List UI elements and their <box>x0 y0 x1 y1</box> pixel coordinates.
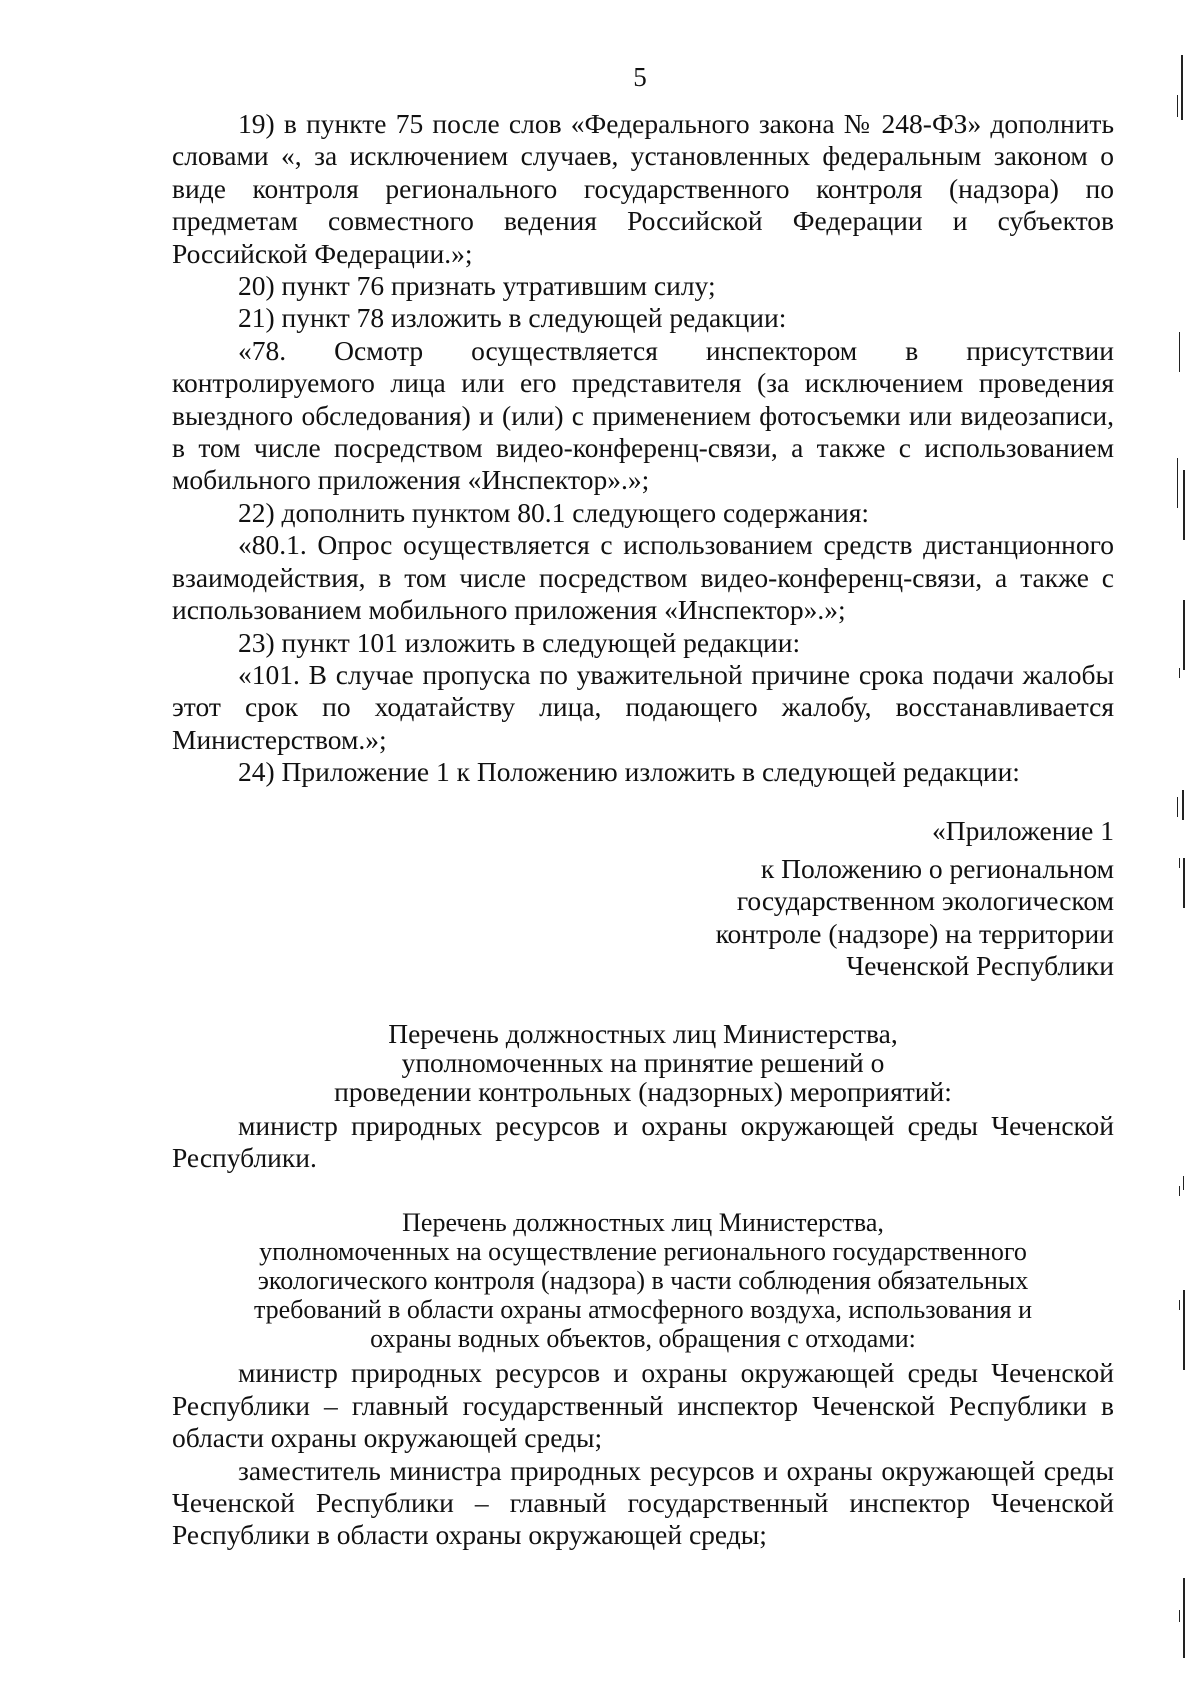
paragraph-23: 23) пункт 101 изложить в следующей редакции: <box>238 626 801 658</box>
paragraph-78: «78. Осмотр осуществляется инспектором в присутствии контролируемого лица или его представителя (за исключением проведения выездного обследования) и (или) с применением фотосъемки или видеозаписи, в том числе посредством видео-конференц-связи, а также с использованием мобильного приложения «Инспектор».»; <box>172 334 1114 496</box>
scan-mark <box>1183 600 1185 670</box>
paragraph-19: 19) в пункте 75 после слов «Федерального закона № 248-ФЗ» дополнить словами «, за исключением случаев, установленных федеральным законом о виде контроля регионального государственного контроля (надзора) по предметам совместного ведения Российской Федерации и субъектов Российской Федерации.»; <box>172 108 1114 269</box>
appendix-header <box>172 815 1114 983</box>
scan-mark <box>1182 790 1184 820</box>
paragraph-101: «101. В случае пропуска по уважительной причине срока подачи жалобы этот срок по ходатайству лица, подающего жалобу, восстанавливается Министерством.»; <box>172 658 1114 755</box>
appendix-line: к Положению о региональном <box>760 852 1114 884</box>
section-2-title-line: экологического контроля (надзора) в части соблюдения обязательных <box>257 1266 1029 1296</box>
section-2-title-line: Перечень должностных лиц Министерства, <box>402 1208 884 1238</box>
scan-mark <box>1179 332 1180 372</box>
scan-mark <box>1179 1300 1180 1310</box>
section-1-paragraph: министр природных ресурсов и охраны окружающей среды Чеченской Республики. <box>172 1109 1114 1173</box>
appendix-line: контроле (надзоре) на территории <box>715 917 1114 949</box>
appendix-label: «Приложение 1 <box>932 814 1114 846</box>
scan-mark <box>1177 458 1178 508</box>
scan-mark <box>1179 1610 1180 1622</box>
section-1-title-line: проведении контрольных (надзорных) мероприятий: <box>334 1075 952 1107</box>
paragraph-20: 20) пункт 76 признать утратившим силу; <box>238 270 716 302</box>
scan-mark <box>1183 1578 1185 1658</box>
scan-mark <box>1177 797 1178 817</box>
section-2-title-line: уполномоченных на осуществление регионального государственного <box>259 1237 1027 1267</box>
scan-mark <box>1183 858 1185 908</box>
paragraph-22: 22) дополнить пунктом 80.1 следующего содержания: <box>238 496 870 528</box>
scan-mark <box>1181 55 1183 120</box>
section-2-paragraph: министр природных ресурсов и охраны окружающей среды Чеченской Республики – главный государственный инспектор Чеченской Республики в области охраны окружающей среды; <box>172 1357 1114 1454</box>
appendix-line: государственном экологическом <box>736 885 1114 917</box>
section-2-paragraph: заместитель министра природных ресурсов и охраны окружающей среды Чеченской Республики – главный государственный инспектор Чеченской Республики в области охраны окружающей среды; <box>172 1454 1114 1551</box>
paragraph-80-1: «80.1. Опрос осуществляется с использованием средств дистанционного взаимодействия, в том числе посредством видео-конференц-связи, а также с использованием мобильного приложения «Инспектор».»; <box>172 529 1114 626</box>
paragraph-21: 21) пункт 78 изложить в следующей редакции: <box>238 302 787 334</box>
paragraph-24: 24) Приложение 1 к Положению изложить в следующей редакции: <box>238 756 1020 788</box>
section-1-title <box>172 1019 1114 1106</box>
document-body <box>172 108 1114 1552</box>
scan-mark <box>1179 858 1180 868</box>
scan-edge-marks <box>1175 0 1200 1687</box>
scan-mark <box>1179 1186 1180 1196</box>
section-2-title-line: требований в области охраны атмосферного воздуха, использования и <box>253 1295 1033 1325</box>
scan-mark <box>1183 470 1185 540</box>
page-number: 5 <box>633 62 647 92</box>
appendix-line: Чеченской Республики <box>846 950 1114 982</box>
scan-mark <box>1179 668 1180 678</box>
scan-mark <box>1177 95 1178 117</box>
scan-mark <box>1183 1290 1185 1370</box>
scan-mark <box>1183 1176 1184 1190</box>
section-2-title <box>172 1208 1114 1353</box>
section-1-title-line: уполномоченных на принятие решений о <box>401 1046 885 1078</box>
section-2-title-line: охраны водных объектов, обращения с отходами: <box>370 1324 916 1354</box>
section-1-title-line: Перечень должностных лиц Министерства, <box>388 1017 898 1049</box>
